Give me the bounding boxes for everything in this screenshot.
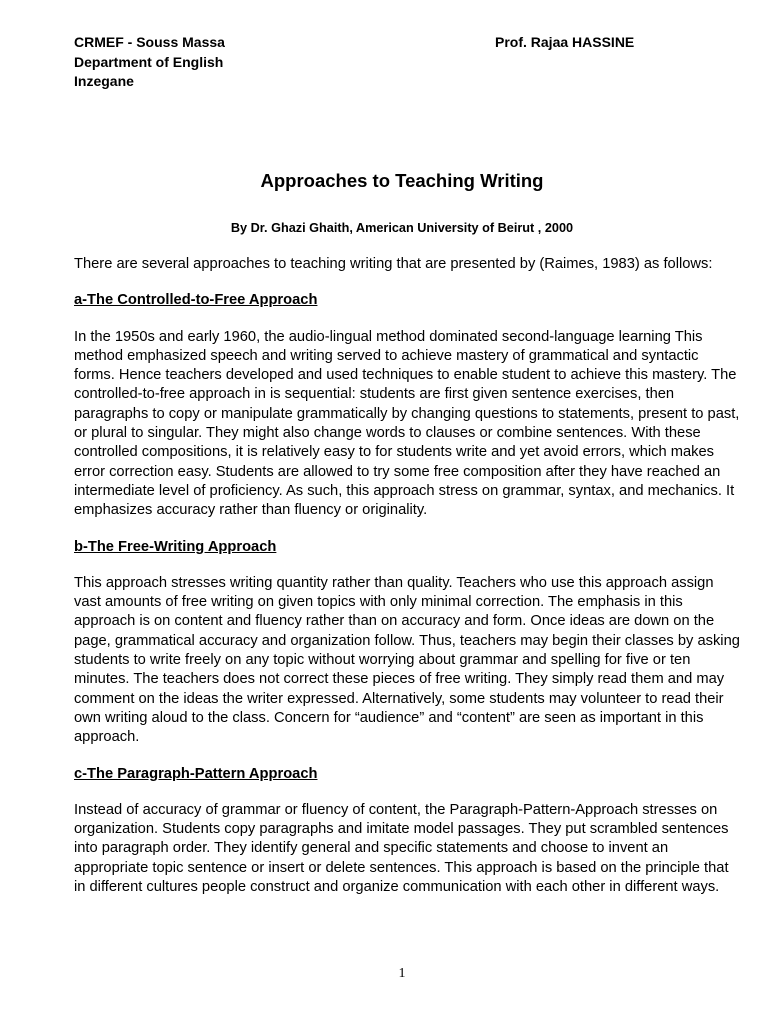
page-number: 1 — [398, 966, 406, 981]
section-paragraph: Instead of accuracy of grammar or fluency of content, the Paragraph-Pattern-Approach stresses on organization. Students copy paragraphs and imitate model passages. They put scrambled sentences into paragraph order. They identify general and specific statements and choose to invent an appropriate topic sentence or insert or delete sentences. This approach is based on the principle that in different cultures people construct and organize communication with each other in different ways. — [74, 801, 729, 896]
document-title: Approaches to Teaching Writing — [260, 170, 544, 191]
section-heading: b-The Free-Writing Approach — [74, 538, 277, 555]
institution-name: CRMEF - Souss Massa — [74, 34, 225, 50]
section-paragraph: This approach stresses writing quantity rather than quality. Teachers who use this approach assign vast amounts of free writing on given topics with only minimal correction. The emphasis in this approach is on content and fluency rather than on accuracy and form. Once ideas are down on the page, grammatical accuracy and organization follow. Thus, teachers may begin their classes by asking students to write freely on any topic without worrying about grammar and spelling for five or ten minutes. The teachers does not correct these pieces of free writing. They simply read them and may comment on the ideas the writer expressed. Alternatively, some students may volunteer to read their own writing aloud to the class. Concern for “audience” and “content” are seen as important in this approach. — [74, 574, 740, 746]
department-name: Department of English — [74, 53, 224, 70]
document-body — [74, 255, 740, 914]
section-heading: a-The Controlled-to-Free Approach — [74, 292, 318, 309]
institution-header — [74, 33, 225, 92]
author-header — [495, 33, 634, 53]
intro-paragraph: There are several approaches to teaching writing that are presented by (Raimes, 1983) as follows: — [74, 256, 713, 272]
document-byline: By Dr. Ghazi Ghaith, American University of Beirut , 2000 — [230, 221, 574, 235]
professor-name: Prof. Rajaa HASSINE — [495, 34, 635, 50]
section-paragraph: In the 1950s and early 1960, the audio-lingual method dominated second-language learning This method emphasized speech and writing served to achieve mastery of grammatical and syntactic forms. Hence teachers developed and used techniques to enable student to achieve this mastery. The controlled-to-free approach in is sequential: students are first given sentence exercises, then paragraphs to copy or manipulate grammatically by changing questions to statements, present to past, or plural to singular. They might also change words to clauses or combine sentences. With these controlled compositions, it is relatively easy to for students write and yet avoid errors, which makes error correction easy. Students are allowed to try some free composition after they have reached an intermediate level of proficiency. As such, this approach stress on grammar, syntax, and mechanics. It emphasizes accuracy rather than fluency or originality. — [74, 328, 740, 519]
location-name: Inzegane — [74, 73, 134, 89]
section-heading: c-The Paragraph-Pattern Approach — [74, 765, 318, 782]
